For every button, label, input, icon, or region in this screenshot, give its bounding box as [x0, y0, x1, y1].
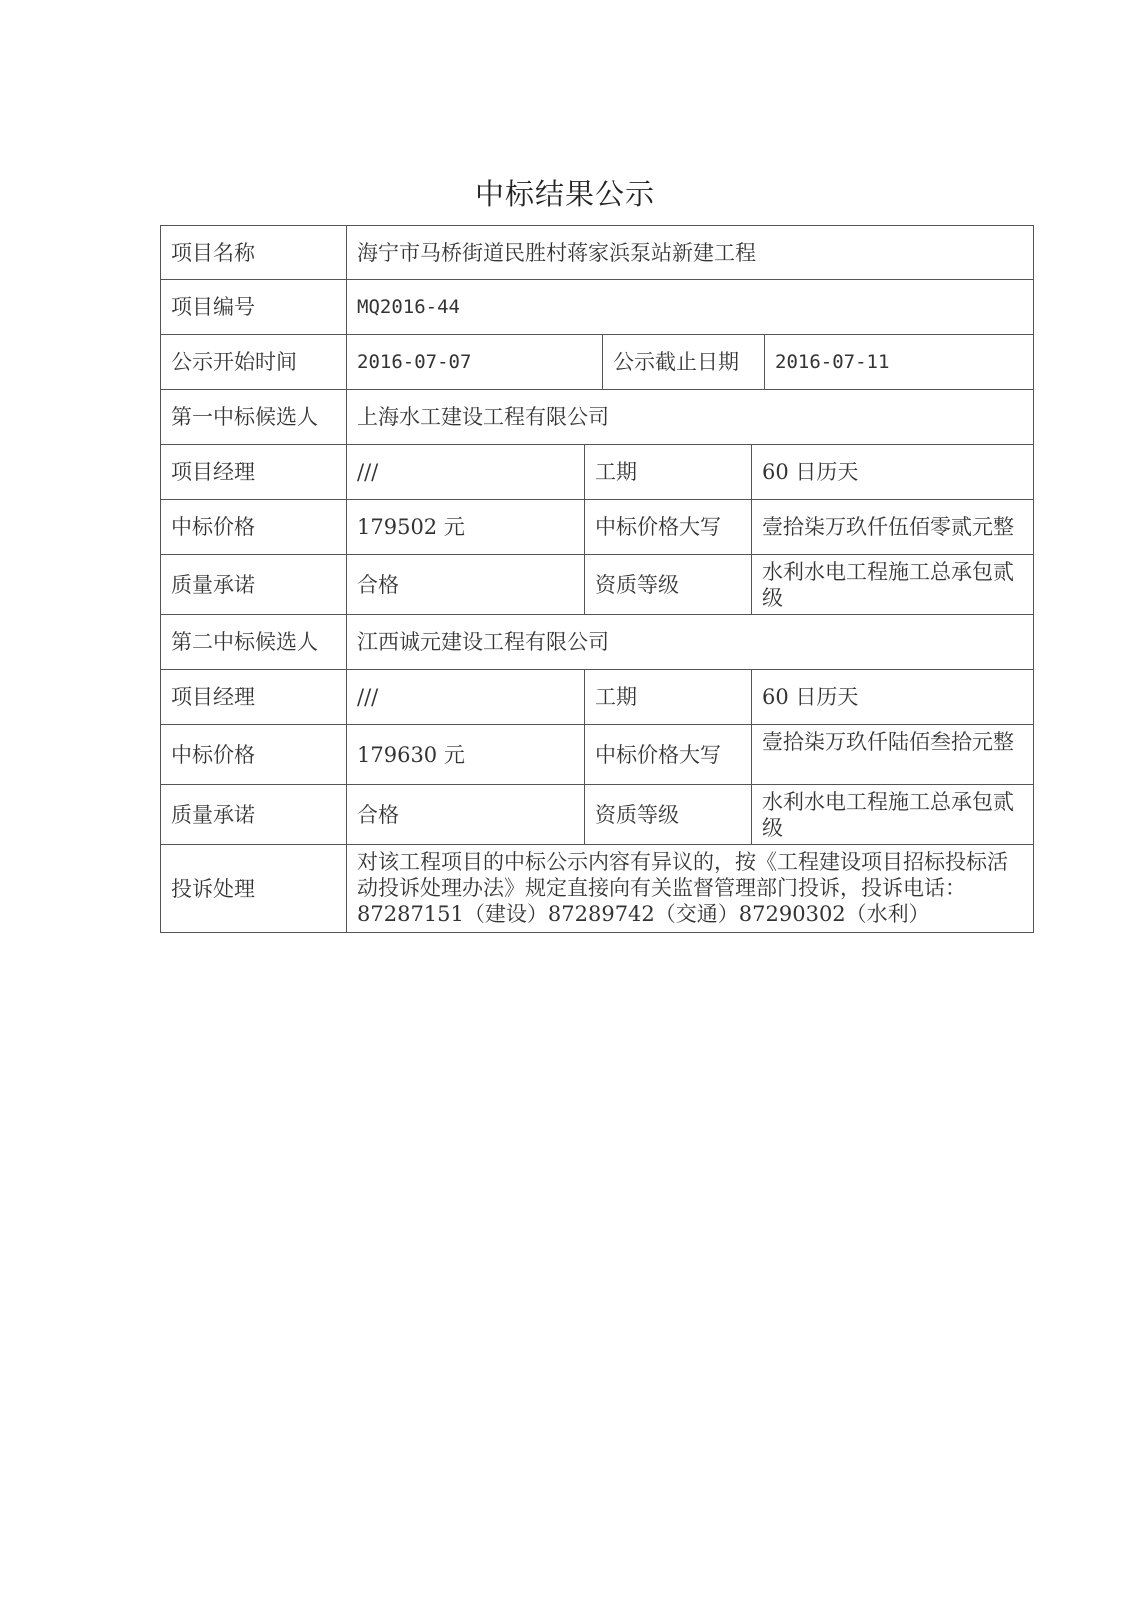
candidate-2-quality-value: 合格	[347, 785, 585, 844]
table-row-candidate-1-quality	[160, 555, 1034, 615]
candidate-2-qualification-value: 水利水电工程施工总承包贰级	[762, 790, 1014, 840]
candidate-1-price-value: 179502 元	[347, 500, 585, 554]
candidate-2-price-label: 中标价格	[161, 725, 347, 784]
table-row-project-name	[160, 225, 1034, 280]
candidate-2-rank-label: 第二中标候选人	[161, 615, 347, 669]
table-row-candidate-2-price	[160, 725, 1034, 785]
candidate-1-manager-label: 项目经理	[161, 445, 347, 499]
project-code-label: 项目编号	[161, 280, 347, 334]
table-row-candidate-1	[160, 390, 1034, 445]
candidate-1-period-value: 60 日历天	[762, 460, 859, 484]
candidate-1-price-upper-value: 壹拾柒万玖仟伍佰零贰元整	[762, 515, 1014, 539]
candidate-1-qualification-value: 水利水电工程施工总承包贰级	[762, 560, 1014, 610]
candidate-1-period-label: 工期	[585, 445, 752, 499]
table-row-candidate-2	[160, 615, 1034, 670]
complaint-label: 投诉处理	[161, 845, 347, 932]
candidate-2-company: 江西诚元建设工程有限公司	[357, 630, 609, 654]
table-row-candidate-2-quality	[160, 785, 1034, 845]
start-date-label: 公示开始时间	[161, 335, 347, 389]
project-name-label: 项目名称	[161, 226, 347, 279]
candidate-2-period-value: 60 日历天	[762, 685, 859, 709]
candidate-2-manager-label: 项目经理	[161, 670, 347, 724]
candidate-2-period-label: 工期	[585, 670, 752, 724]
candidate-2-price-value: 179630 元	[347, 725, 585, 784]
complaint-text: 对该工程项目的中标公示内容有异议的，按《工程建设项目招标投标活动投诉处理办法》规定直接向有关监督管理部门投诉，投诉电话：87287151（建设）87289742（交通）87290302（水利）	[357, 850, 1008, 926]
candidate-1-quality-value: 合格	[347, 555, 585, 614]
candidate-2-price-upper-label: 中标价格大写	[585, 725, 752, 784]
candidate-1-manager-value: ///	[347, 445, 585, 499]
candidate-2-price-upper-value: 壹拾柒万玖仟陆佰叁拾元整	[762, 730, 1014, 754]
end-date-value: 2016-07-11	[775, 351, 890, 373]
project-code-value: MQ2016-44	[357, 296, 460, 318]
candidate-1-price-label: 中标价格	[161, 500, 347, 554]
announcement-table	[160, 225, 1034, 933]
start-date-value: 2016-07-07	[347, 335, 603, 389]
candidate-2-qualification-label: 资质等级	[585, 785, 752, 844]
candidate-1-rank-label: 第一中标候选人	[161, 390, 347, 444]
table-row-candidate-1-manager	[160, 445, 1034, 500]
table-row-complaint	[160, 845, 1034, 933]
candidate-2-quality-label: 质量承诺	[161, 785, 347, 844]
end-date-label: 公示截止日期	[603, 335, 765, 389]
project-name-value: 海宁市马桥街道民胜村蒋家浜泵站新建工程	[357, 240, 756, 265]
candidate-1-company: 上海水工建设工程有限公司	[357, 405, 609, 429]
table-row-candidate-1-price	[160, 500, 1034, 555]
table-row-dates	[160, 335, 1034, 390]
table-row-project-code	[160, 280, 1034, 335]
page-title: 中标结果公示	[474, 177, 655, 211]
candidate-1-price-upper-label: 中标价格大写	[585, 500, 752, 554]
candidate-1-qualification-label: 资质等级	[585, 555, 752, 614]
candidate-2-manager-value: ///	[347, 670, 585, 724]
table-row-candidate-2-manager	[160, 670, 1034, 725]
candidate-1-quality-label: 质量承诺	[161, 555, 347, 614]
